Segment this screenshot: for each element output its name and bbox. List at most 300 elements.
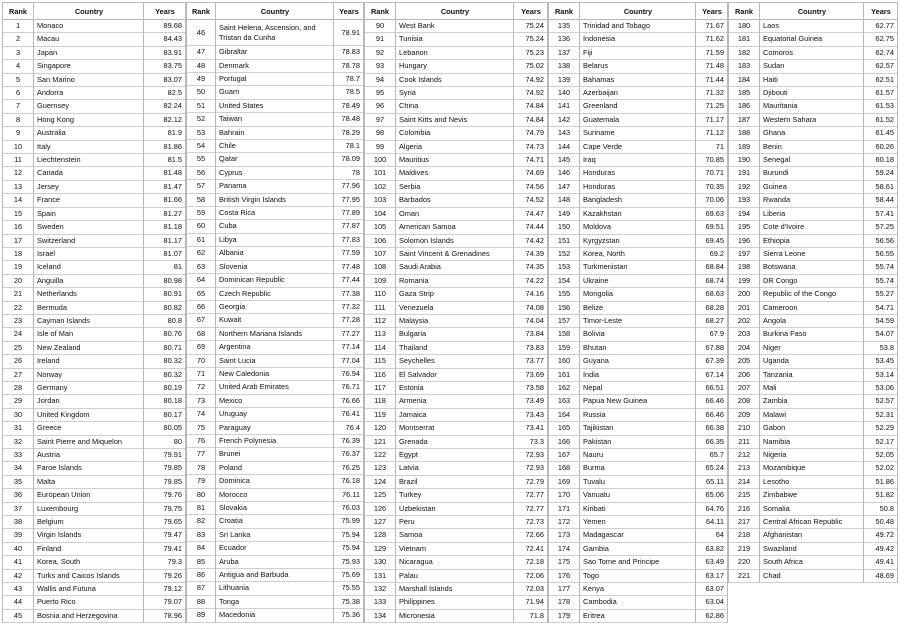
- country-cell: Benin: [760, 140, 864, 153]
- country-cell: Brunei: [216, 448, 334, 461]
- years-cell: 77.44: [334, 274, 364, 287]
- table-row: [364, 20, 548, 33]
- country-cell: Nigeria: [760, 449, 864, 462]
- table-row: [548, 395, 728, 408]
- table-row: [728, 87, 898, 100]
- years-cell: 77.89: [334, 207, 364, 220]
- country-cell: Timor-Leste: [580, 314, 696, 327]
- country-cell: Macedonia: [216, 609, 334, 622]
- table-row: [186, 354, 364, 367]
- table-row: [728, 516, 898, 529]
- country-cell: Armenia: [396, 395, 514, 408]
- years-cell: 55.27: [864, 288, 898, 301]
- country-cell: Moldova: [580, 221, 696, 234]
- rank-cell: 198: [728, 261, 760, 274]
- country-header: Country: [216, 3, 334, 20]
- country-cell: Fiji: [580, 46, 696, 59]
- country-cell: Mongolia: [580, 288, 696, 301]
- rank-cell: 39: [2, 529, 34, 542]
- table-row: [548, 516, 728, 529]
- country-cell: China: [396, 100, 514, 113]
- years-cell: 74.47: [514, 207, 548, 220]
- country-cell: Equatorial Guinea: [760, 33, 864, 46]
- years-cell: 73.77: [514, 355, 548, 368]
- country-cell: Gaza Strip: [396, 288, 514, 301]
- country-cell: Romania: [396, 274, 514, 287]
- years-cell: 82.5: [144, 87, 186, 100]
- country-cell: Micronesia: [396, 609, 514, 622]
- years-cell: 74.79: [514, 127, 548, 140]
- rank-cell: 91: [364, 33, 396, 46]
- table-row: [364, 502, 548, 515]
- years-cell: 69.51: [696, 221, 728, 234]
- rank-cell: 51: [186, 99, 216, 112]
- years-cell: 49.41: [864, 556, 898, 569]
- table-row: [186, 180, 364, 193]
- rank-cell: 87: [186, 582, 216, 595]
- country-cell: Montserrat: [396, 422, 514, 435]
- country-cell: Puerto Rico: [34, 596, 144, 609]
- table-row: [728, 341, 898, 354]
- rank-cell: 147: [548, 180, 580, 193]
- rank-cell: 178: [548, 596, 580, 609]
- rank-cell: 177: [548, 583, 580, 596]
- table-row: [2, 314, 186, 327]
- years-cell: 52.57: [864, 395, 898, 408]
- years-cell: 78.91: [334, 20, 364, 46]
- years-cell: 76.39: [334, 434, 364, 447]
- rank-cell: 176: [548, 569, 580, 582]
- years-cell: 75.24: [514, 20, 548, 33]
- country-cell: DR Congo: [760, 274, 864, 287]
- rank-cell: 89: [186, 609, 216, 622]
- country-cell: Djibouti: [760, 87, 864, 100]
- rank-cell: 75: [186, 421, 216, 434]
- rank-cell: 109: [364, 274, 396, 287]
- rank-cell: 103: [364, 194, 396, 207]
- table-row: [364, 368, 548, 381]
- years-cell: 74.16: [514, 288, 548, 301]
- country-cell: Finland: [34, 542, 144, 555]
- rank-cell: 78: [186, 461, 216, 474]
- country-cell: Belgium: [34, 516, 144, 529]
- table-row: [186, 300, 364, 313]
- years-cell: 74.84: [514, 100, 548, 113]
- table-row: [186, 126, 364, 139]
- country-cell: Saint Vincent & Grenadines: [396, 247, 514, 260]
- country-header: Country: [396, 3, 514, 20]
- table-row: [186, 327, 364, 340]
- country-cell: Bahrain: [216, 126, 334, 139]
- country-cell: Vietnam: [396, 542, 514, 555]
- years-header: Years: [144, 3, 186, 20]
- country-cell: Faroe Islands: [34, 462, 144, 475]
- years-cell: 81.48: [144, 167, 186, 180]
- country-cell: Tanzania: [760, 368, 864, 381]
- years-cell: 72.18: [514, 556, 548, 569]
- table-row: [2, 194, 186, 207]
- rank-cell: 95: [364, 87, 396, 100]
- years-cell: 61.52: [864, 113, 898, 126]
- rank-cell: 213: [728, 462, 760, 475]
- table-row: [2, 341, 186, 354]
- table-row: [186, 86, 364, 99]
- years-cell: 78.48: [334, 113, 364, 126]
- country-cell: Spain: [34, 207, 144, 220]
- rank-cell: 120: [364, 422, 396, 435]
- rank-cell: 170: [548, 489, 580, 502]
- country-cell: Cape Verde: [580, 140, 696, 153]
- table-row: [364, 381, 548, 394]
- country-cell: Greece: [34, 422, 144, 435]
- table-row: [728, 180, 898, 193]
- rank-cell: 23: [2, 314, 34, 327]
- table-row: [728, 449, 898, 462]
- table-row: [728, 100, 898, 113]
- years-cell: 77.83: [334, 233, 364, 246]
- years-cell: 64.11: [696, 516, 728, 529]
- years-cell: 55.74: [864, 261, 898, 274]
- country-cell: Mali: [760, 381, 864, 394]
- table-row: [186, 515, 364, 528]
- column-divider: [364, 2, 365, 623]
- rank-cell: 196: [728, 234, 760, 247]
- years-cell: 71.59: [696, 46, 728, 59]
- rank-cell: 190: [728, 154, 760, 167]
- rank-cell: 32: [2, 435, 34, 448]
- years-cell: 53.45: [864, 355, 898, 368]
- rank-cell: 40: [2, 542, 34, 555]
- years-cell: 78.7: [334, 73, 364, 86]
- table-row: [364, 247, 548, 260]
- table-row: [186, 73, 364, 86]
- country-cell: New Zealand: [34, 341, 144, 354]
- rank-cell: 42: [2, 569, 34, 582]
- country-cell: Antigua and Barbuda: [216, 569, 334, 582]
- country-cell: Namibia: [760, 435, 864, 448]
- country-cell: Venezuela: [396, 301, 514, 314]
- table-row: [728, 113, 898, 126]
- years-cell: 73.41: [514, 422, 548, 435]
- years-cell: 78.5: [334, 86, 364, 99]
- years-cell: 80.32: [144, 368, 186, 381]
- country-cell: Burundi: [760, 167, 864, 180]
- years-cell: 71: [696, 140, 728, 153]
- years-cell: 80.19: [144, 381, 186, 394]
- country-cell: Maldives: [396, 167, 514, 180]
- country-cell: Angola: [760, 314, 864, 327]
- years-cell: 60.18: [864, 154, 898, 167]
- years-cell: 69.45: [696, 234, 728, 247]
- table-row: [364, 261, 548, 274]
- country-cell: Trinidad and Tobago: [580, 20, 696, 33]
- years-cell: 84.43: [144, 33, 186, 46]
- years-cell: 81.27: [144, 207, 186, 220]
- rank-cell: 74: [186, 408, 216, 421]
- table-row: [548, 274, 728, 287]
- country-cell: Croatia: [216, 515, 334, 528]
- years-cell: 52.05: [864, 449, 898, 462]
- years-cell: 80.8: [144, 314, 186, 327]
- years-cell: 89.68: [144, 20, 186, 33]
- table-row: [186, 408, 364, 421]
- table-row: [186, 394, 364, 407]
- years-cell: 64: [696, 529, 728, 542]
- country-cell: India: [580, 368, 696, 381]
- years-cell: 69.2: [696, 247, 728, 260]
- years-cell: 56.56: [864, 234, 898, 247]
- country-cell: Estonia: [396, 381, 514, 394]
- country-cell: Wallis and Futuna: [34, 583, 144, 596]
- country-cell: Sri Lanka: [216, 528, 334, 541]
- rank-cell: 137: [548, 46, 580, 59]
- years-cell: 76.11: [334, 488, 364, 501]
- table-row: [186, 448, 364, 461]
- table-row: [364, 154, 548, 167]
- table-row: [2, 609, 186, 622]
- rank-cell: 136: [548, 33, 580, 46]
- rank-cell: 96: [364, 100, 396, 113]
- rank-cell: 19: [2, 261, 34, 274]
- years-cell: 78: [334, 166, 364, 179]
- country-cell: Lebanon: [396, 46, 514, 59]
- years-cell: 74.04: [514, 314, 548, 327]
- rank-cell: 215: [728, 489, 760, 502]
- table-row: [2, 261, 186, 274]
- country-cell: Iraq: [580, 154, 696, 167]
- country-cell: Costa Rica: [216, 207, 334, 220]
- country-cell: Bangladesh: [580, 194, 696, 207]
- country-header: Country: [760, 3, 864, 20]
- years-cell: 74.69: [514, 167, 548, 180]
- country-cell: Nepal: [580, 381, 696, 394]
- years-cell: 79.12: [144, 583, 186, 596]
- country-cell: Haiti: [760, 73, 864, 86]
- rank-cell: 116: [364, 368, 396, 381]
- years-cell: 77.28: [334, 314, 364, 327]
- table-row: [548, 234, 728, 247]
- years-cell: 82.24: [144, 100, 186, 113]
- years-cell: 79.07: [144, 596, 186, 609]
- rank-cell: 129: [364, 542, 396, 555]
- table-row: [2, 127, 186, 140]
- country-cell: Guinea: [760, 180, 864, 193]
- country-cell: Guernsey: [34, 100, 144, 113]
- rank-cell: 15: [2, 207, 34, 220]
- table-row: [364, 408, 548, 421]
- table-row: [2, 87, 186, 100]
- years-cell: 80.91: [144, 288, 186, 301]
- country-cell: Saint Lucia: [216, 354, 334, 367]
- years-cell: 72.93: [514, 462, 548, 475]
- table-row: [364, 194, 548, 207]
- country-cell: Turkey: [396, 489, 514, 502]
- table-row: [728, 274, 898, 287]
- table-row: [728, 542, 898, 555]
- years-cell: 76.25: [334, 461, 364, 474]
- country-cell: Cyprus: [216, 166, 334, 179]
- table-row: [548, 355, 728, 368]
- years-cell: 62.77: [864, 20, 898, 33]
- table-row: [2, 33, 186, 46]
- years-cell: 71.67: [696, 20, 728, 33]
- country-cell: Niger: [760, 341, 864, 354]
- table-row: [548, 502, 728, 515]
- country-cell: Burkina Faso: [760, 328, 864, 341]
- rank-cell: 122: [364, 449, 396, 462]
- years-cell: 80.82: [144, 301, 186, 314]
- table-row: [364, 569, 548, 582]
- table-row: [2, 221, 186, 234]
- years-cell: 71.17: [696, 113, 728, 126]
- table-row: [728, 381, 898, 394]
- country-cell: Syria: [396, 87, 514, 100]
- rank-cell: 37: [2, 502, 34, 515]
- rank-cell: 76: [186, 434, 216, 447]
- table-row: [2, 395, 186, 408]
- years-cell: 66.46: [696, 395, 728, 408]
- country-cell: Bosnia and Herzegovina: [34, 609, 144, 622]
- years-cell: 73.69: [514, 368, 548, 381]
- table-row: [728, 261, 898, 274]
- table-row: [186, 555, 364, 568]
- rank-cell: 187: [728, 113, 760, 126]
- table-row: [728, 328, 898, 341]
- table-row: [548, 542, 728, 555]
- country-cell: Canada: [34, 167, 144, 180]
- country-cell: Isle of Man: [34, 328, 144, 341]
- country-cell: Ireland: [34, 355, 144, 368]
- rank-cell: 70: [186, 354, 216, 367]
- country-cell: Aruba: [216, 555, 334, 568]
- table-row: [186, 461, 364, 474]
- table-row: [548, 154, 728, 167]
- country-cell: Denmark: [216, 59, 334, 72]
- years-cell: 76.71: [334, 381, 364, 394]
- rank-cell: 43: [2, 583, 34, 596]
- country-cell: Kenya: [580, 583, 696, 596]
- years-cell: 77.48: [334, 260, 364, 273]
- table-row: [728, 556, 898, 569]
- table-row: [364, 113, 548, 126]
- country-cell: Gabon: [760, 422, 864, 435]
- rank-cell: 29: [2, 395, 34, 408]
- country-cell: New Caledonia: [216, 367, 334, 380]
- rank-cell: 21: [2, 288, 34, 301]
- rank-cell: 108: [364, 261, 396, 274]
- country-cell: Ghana: [760, 127, 864, 140]
- years-cell: 81.86: [144, 140, 186, 153]
- country-cell: South Africa: [760, 556, 864, 569]
- rank-cell: 82: [186, 515, 216, 528]
- rank-cell: 22: [2, 301, 34, 314]
- years-cell: 81.17: [144, 234, 186, 247]
- column-divider: [186, 2, 187, 623]
- years-cell: 72.77: [514, 489, 548, 502]
- years-cell: 79.85: [144, 462, 186, 475]
- years-cell: 74.92: [514, 87, 548, 100]
- years-cell: 75.69: [334, 569, 364, 582]
- table-row: [2, 46, 186, 59]
- rank-cell: 197: [728, 247, 760, 260]
- country-cell: Cambodia: [580, 596, 696, 609]
- table-row: [728, 529, 898, 542]
- rank-cell: 119: [364, 408, 396, 421]
- rank-cell: 50: [186, 86, 216, 99]
- country-header: Country: [34, 3, 144, 20]
- years-cell: 79.41: [144, 542, 186, 555]
- years-cell: 53.8: [864, 341, 898, 354]
- country-cell: Oman: [396, 207, 514, 220]
- rank-cell: 49: [186, 73, 216, 86]
- rank-cell: 28: [2, 381, 34, 394]
- country-cell: Ecuador: [216, 542, 334, 555]
- country-cell: Luxembourg: [34, 502, 144, 515]
- rank-cell: 202: [728, 314, 760, 327]
- country-cell: Malawi: [760, 408, 864, 421]
- rank-cell: 5: [2, 73, 34, 86]
- table-row: [728, 234, 898, 247]
- table-row: [548, 180, 728, 193]
- years-cell: 71.48: [696, 60, 728, 73]
- table-row: [364, 556, 548, 569]
- table-row: [2, 596, 186, 609]
- country-cell: Uzbekistan: [396, 502, 514, 515]
- rank-header: Rank: [186, 3, 216, 20]
- country-cell: Mexico: [216, 394, 334, 407]
- rank-cell: 118: [364, 395, 396, 408]
- country-cell: Samoa: [396, 529, 514, 542]
- years-cell: 80: [144, 435, 186, 448]
- country-cell: Korea, North: [580, 247, 696, 260]
- table-row: [548, 140, 728, 153]
- years-cell: 71.32: [696, 87, 728, 100]
- rank-header: Rank: [2, 3, 34, 20]
- table-row: [2, 73, 186, 86]
- rank-cell: 111: [364, 301, 396, 314]
- years-cell: 74.71: [514, 154, 548, 167]
- country-cell: Somalia: [760, 502, 864, 515]
- table-row: [548, 462, 728, 475]
- years-cell: 79.76: [144, 489, 186, 502]
- rank-cell: 138: [548, 60, 580, 73]
- rank-cell: 102: [364, 180, 396, 193]
- years-cell: 76.94: [334, 367, 364, 380]
- rank-cell: 66: [186, 300, 216, 313]
- rank-cell: 132: [364, 583, 396, 596]
- years-cell: 79.91: [144, 449, 186, 462]
- years-cell: 78.78: [334, 59, 364, 72]
- years-cell: 80.71: [144, 341, 186, 354]
- rank-cell: 124: [364, 475, 396, 488]
- country-cell: Malta: [34, 475, 144, 488]
- country-cell: Austria: [34, 449, 144, 462]
- years-cell: 65.7: [696, 449, 728, 462]
- rank-cell: 183: [728, 60, 760, 73]
- table-row: [548, 341, 728, 354]
- table-row: [2, 154, 186, 167]
- rank-cell: 83: [186, 528, 216, 541]
- years-cell: 63.82: [696, 542, 728, 555]
- rank-cell: 158: [548, 328, 580, 341]
- years-cell: 61.57: [864, 87, 898, 100]
- rank-cell: 3: [2, 46, 34, 59]
- country-cell: Qatar: [216, 153, 334, 166]
- rank-cell: 203: [728, 328, 760, 341]
- years-cell: 74.22: [514, 274, 548, 287]
- country-cell: Northern Mariana Islands: [216, 327, 334, 340]
- rank-cell: 209: [728, 408, 760, 421]
